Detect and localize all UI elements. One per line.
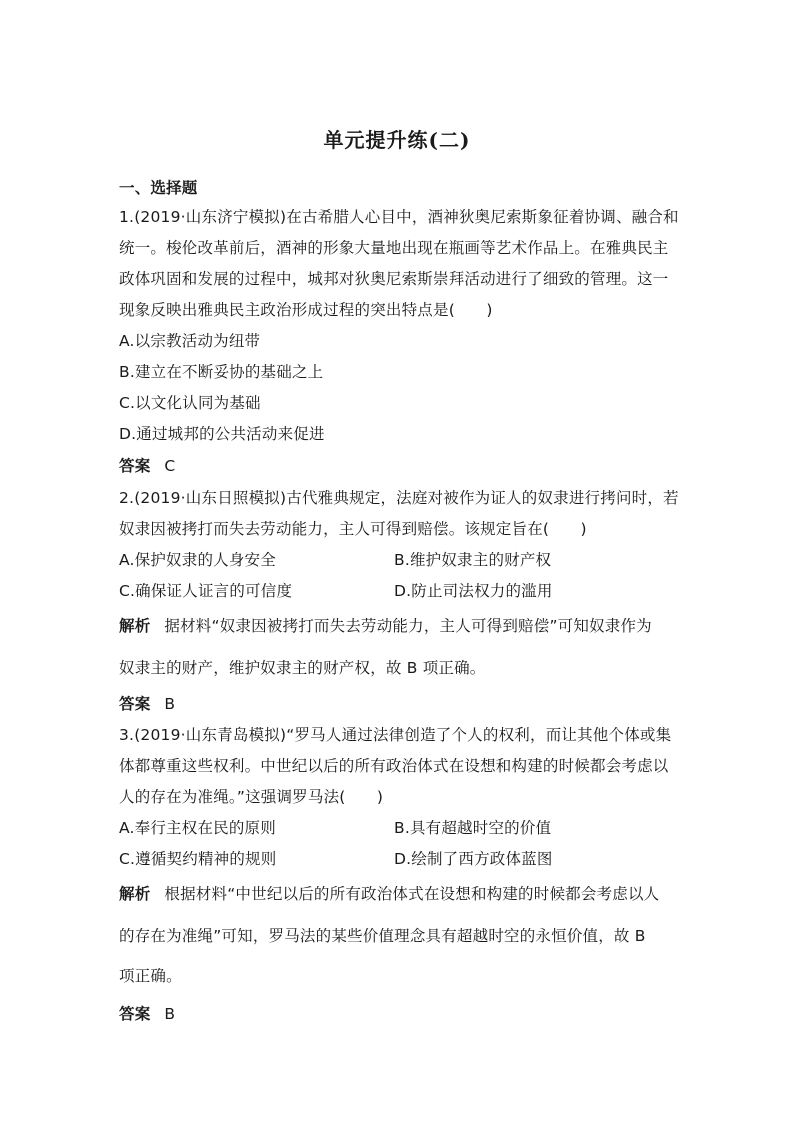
q1-answer [119, 454, 679, 476]
answer-label: 答案 [119, 457, 151, 475]
q2-options-row [119, 579, 679, 601]
q3-stem-line: 体都尊重这些权利。中世纪以后的所有政治体式在设想和构建的时候都会考虑以 [119, 757, 669, 775]
q1-stem-line: 现象反映出雅典民主政治形成过程的突出特点是( ) [119, 301, 493, 319]
answer-value: C [164, 457, 176, 475]
answer-label: 答案 [119, 695, 151, 713]
q3-stem-line: 人的存在为准绳。”这强调罗马法( ) [119, 788, 384, 806]
q3-options-row [119, 816, 679, 838]
analysis-label: 解析 [119, 885, 151, 903]
q3-option-b: B.具有超越时空的价值 [394, 819, 552, 837]
q1-option-c: C.以文化认同为基础 [119, 394, 261, 412]
q1-option-d: D.通过城邦的公共活动来促进 [119, 425, 325, 443]
q1-stem-line: 政体巩固和发展的过程中，城邦对狄奥尼索斯崇拜活动进行了细致的管理。这一 [119, 270, 669, 288]
q1-stem-line: 统一。梭伦改革前后，酒神的形象大量地出现在瓶画等艺术作品上。在雅典民主 [119, 239, 669, 257]
q3-option-a: A.奉行主权在民的原则 [119, 819, 276, 837]
q2-option-a: A.保护奴隶的人身安全 [119, 551, 276, 569]
answer-value: B [164, 695, 176, 713]
q3-analysis-line: 项正确。 [119, 967, 182, 985]
q2-option-d: D.防止司法权力的滥用 [394, 582, 553, 600]
q3-analysis-line: 的存在为准绳”可知，罗马法的某些价值理念具有超越时空的永恒价值，故 B [119, 927, 646, 945]
q2-option-b: B.维护奴隶主的财产权 [394, 551, 552, 569]
section-heading: 一、选择题 [119, 179, 198, 197]
q1-option-b: B.建立在不断妥协的基础之上 [119, 363, 324, 381]
q1-stem-line: 1.(2019·山东济宁模拟)在古希腊人心目中，酒神狄奥尼索斯象征着协调、融合和 [119, 208, 679, 226]
q3-stem-line: 3.(2019·山东青岛模拟)“罗马人通过法律创造了个人的权利，而让其他个体或集 [119, 726, 672, 744]
analysis-label: 解析 [119, 617, 151, 635]
q2-analysis-line [119, 614, 679, 636]
q3-answer [119, 1002, 679, 1024]
analysis-text: 据材料“奴隶因被拷打而失去劳动能力，主人可得到赔偿”可知奴隶作为 [164, 617, 652, 635]
q2-options-row [119, 548, 679, 570]
answer-label: 答案 [119, 1005, 151, 1023]
q2-answer [119, 692, 679, 714]
q3-options-row [119, 847, 679, 869]
analysis-text: 根据材料“中世纪以后的所有政治体式在设想和构建的时候都会考虑以人 [164, 885, 660, 903]
q2-stem-line: 2.(2019·山东日照模拟)古代雅典规定，法庭对被作为证人的奴隶进行拷问时，若 [119, 489, 679, 507]
q3-analysis-line [119, 882, 679, 904]
q1-option-a: A.以宗教活动为纽带 [119, 332, 261, 350]
q2-analysis-line: 奴隶主的财产，维护奴隶主的财产权，故 B 项正确。 [119, 659, 486, 677]
page-title: 单元提升练(二) [323, 128, 471, 152]
q2-stem-line: 奴隶因被拷打而失去劳动能力，主人可得到赔偿。该规定旨在( ) [119, 520, 587, 538]
q3-option-c: C.遵循契约精神的规则 [119, 850, 277, 868]
q3-option-d: D.绘制了西方政体蓝图 [394, 850, 553, 868]
q2-option-c: C.确保证人证言的可信度 [119, 582, 293, 600]
answer-value: B [164, 1005, 176, 1023]
